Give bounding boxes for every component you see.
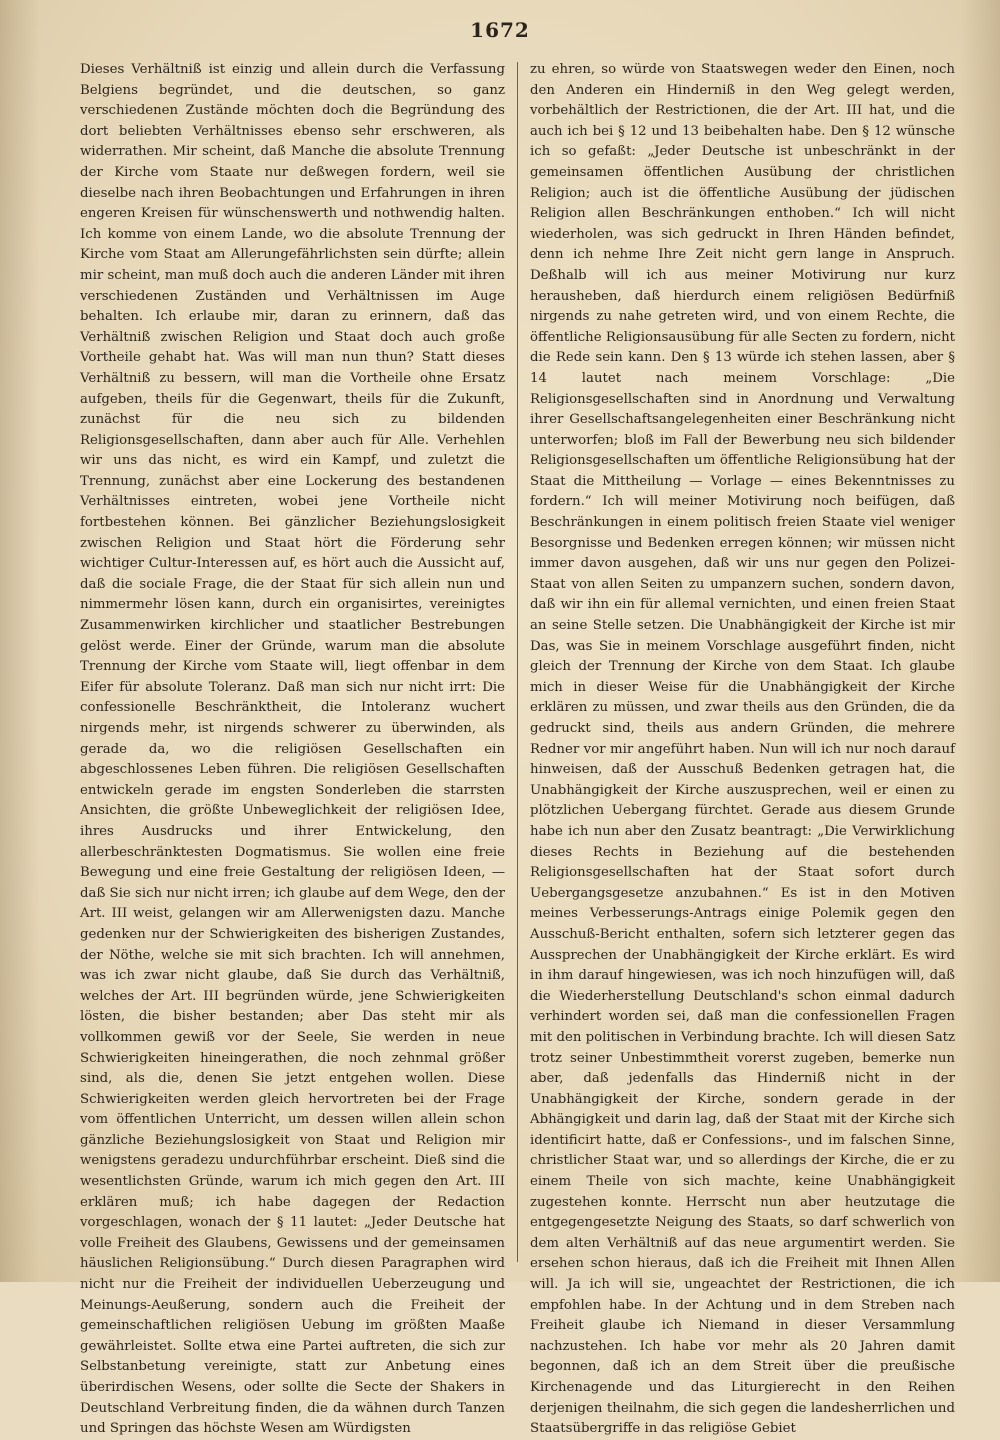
paragraph-right: zu ehren, so würde von Staatswegen weder den Einen, noch den Anderen ein Hinderniß in den Weg gelegt werden, vorbehältlich der Restrictionen, die der Art. III hat, und die auch ich bei § 12 und 13 beibehalten habe. Den § 12 wünsche ich so gefaßt: „Jeder Deutsche ist unbeschränkt in der gemeinsamen öffentlichen Ausübung der christlichen Religion; auch ist die öffentliche Ausübung der jüdischen Religion allen Beschränkungen enthoben.“ Ich will nicht wiederholen, was sich gedruckt in Ihren Händen befindet, denn ich nehme Ihre Zeit nicht gern lange in Anspruch. Deßhalb will ich aus meiner Motivirung nur kurz herausheben, daß hierdurch einem religiösen Bedürfniß nirgends zu nahe getreten wird, und von einem Rechte, die öffentliche Religionsausübung für alle Secten zu fordern, nicht die Rede sein kann. Den § 13 würde ich stehen lassen, aber § 14 lautet nach meinem Vorschlage: „Die Religionsgesellschaften sind in Anordnung und Verwaltung ihrer Gesellschaftsangelegenheiten einer Beschränkung nicht unterworfen; bloß im Fall der Bewerbung neu sich bildender Religionsgesellschaften um öffentliche Religionsübung hat der Staat die Mittheilung — Vorlage — eines Bekenntnisses zu fordern.“ Ich will meiner Motivirung noch beifügen, daß Beschränkungen in einem politisch freien Staate viel weniger Besorgnisse und Bedenken erregen können; wir müssen nicht immer davon ausgehen, daß wir uns nur gegen den Polizei-Staat von allen Seiten zu umpanzern suchen, sondern davon, daß wir ihn ein für allemal vernichten, und einen freien Staat an seine Stelle setzen. Die Unabhängigkeit der Kirche ist mir Das, was Sie in meinem Vorschlage ausgeführt finden, nicht gleich der Trennung der Kirche von dem Staat. Ich glaube mich in dieser Weise für die Unabhängigkeit der Kirche erklären zu müssen, und zwar theils aus den Gründen, die da gedruckt sind, theils aus andern Gründen, die mehrere Redner vor mir angeführt haben. Nun will ich nur noch darauf hinweisen, daß der Ausschuß Bedenken getragen hat, die Unabhängigkeit der Kirche auszusprechen, weil er einen zu plötzlichen Uebergang fürchtet. Gerade aus diesem Grunde habe ich nun aber den Zusatz beantragt: „Die Verwirklichung dieses Rechts in Beziehung auf die bestehenden Religionsgesellschaften hat der Staat sofort durch Uebergangsgesetze anzubahnen.“ Es ist in den Motiven meines Verbesserungs-Antrags einige Polemik gegen den Ausschuß-Bericht enthalten, sofern sich letzterer gegen das Aussprechen der Unabhängigkeit der Kirche erklärt. Es wird in ihm darauf hingewiesen, was ich noch hinzufügen will, daß die Wiederherstellung Deutschland's schon einmal dadurch verhindert worden sei, daß man die confessionellen Fragen mit den politischen in Verbindung brachte. Ich will diesen Satz trotz seiner Unbestimmtheit vorerst zugeben, bemerke nun aber, daß jedenfalls das Hinderniß nicht in der Unabhängigkeit der Kirche, sondern gerade in der Abhängigkeit und darin lag, daß der Staat mit der Kirche sich identificirt hatte, daß er Confessions-, und im falschen Sinne, christlicher Staat war, und so allerdings der Kirche, die er zu einem Theile von sich machte, keine Unabhängigkeit zugestehen konnte. Herrscht nun aber heutzutage die entgegengesetzte Neigung des Staats, so darf schwerlich von dem alten Verhältniß auf das neue argumentirt werden. Sie ersehen schon hieraus, daß ich die Freiheit mit Ihnen Allen will. Ja ich will sie, ungeachtet der Restrictionen, die ich empfohlen habe. In der Achtung und in dem Streben nach Freiheit glaube ich Niemand in dieser Versammlung nachzustehen. Ich habe vor mehr als 20 Jahren damit begonnen, daß ich an dem Streit über die preußische Kirchenagende und das Liturgierecht in den Reihen derjenigen theilnahm, die sich gegen die landesherrlichen und Staatsübergriffe in das religiöse Gebiet — [530, 62, 955, 1437]
column-divider — [517, 62, 518, 1262]
paragraph-left: Dieses Verhältniß ist einzig und allein durch die Verfassung Belgiens begründet, und die deutschen, so ganz verschiedenen Zustände möchten doch die Begründung des dort beliebten Verhältnisses ebenso sehr erschweren, als widerrathen. Mir scheint, daß Manche die absolute Trennung der Kirche vom Staate nur deßwegen fordern, weil sie dieselbe nach ihren Beobachtungen und Erfahrungen in ihren engeren Kreisen für wünschenswerth und nothwendig halten. Ich komme von einem Lande, wo die absolute Trennung der Kirche vom Staat am Allerungefährlichsten sein dürfte; allein mir scheint, man muß doch auch die anderen Länder mit ihren verschiedenen Zuständen und Verhältnissen im Auge behalten. Ich erlaube mir, daran zu erinnern, daß das Verhältniß zwischen Religion und Staat doch auch große Vortheile gehabt hat. Was will man nun thun? Statt dieses Verhältniß zu bessern, will man die Vortheile ohne Ersatz aufgeben, theils für die Gegenwart, theils für die Zukunft, zunächst für die neu sich zu bildenden Religionsgesellschaften, dann aber auch für Alle. Verhehlen wir uns das nicht, es wird ein Kampf, und zuletzt die Trennung, zunächst aber eine Lockerung des bestandenen Verhältnisses eintreten, wobei jene Vortheile nicht fortbestehen können. Bei gänzlicher Beziehungslosigkeit zwischen Religion und Staat hört die Förderung sehr wichtiger Cultur-Interessen auf, es hört auch die Aussicht auf, daß die sociale Frage, die der Staat für sich allein nun und nimmermehr lösen kann, durch ein organisirtes, vereinigtes Zusammenwirken kirchlicher und staatlicher Bestrebungen gelöst werde. Einer der Gründe, warum man die absolute Trennung der Kirche vom Staate will, liegt offenbar in dem Eifer für absolute Toleranz. Daß man sich nur nicht irrt: Die confessionelle Beschränktheit, die Intoleranz wuchert nirgends mehr, ist nirgends schwerer zu überwinden, als gerade da, wo die religiösen Gesellschaften ein abgeschlossenes Leben führen. Die religiösen Gesellschaften entwickeln gerade im engsten Sonderleben die starrsten Ansichten, die größte Unbeweglichkeit der religiösen Idee, ihres Ausdrucks und ihrer Entwickelung, den allerbeschränktesten Dogmatismus. Sie wollen eine freie Bewegung und eine freie Gestaltung der religiösen Ideen, — daß Sie sich nur nicht irren; ich glaube auf dem Wege, den der Art. III weist, gelangen wir am Allerwenigsten dazu. Manche gedenken nur der Schwierigkeiten des bisherigen Zustandes, der Nöthe, welche sie mit sich brachten. Ich will annehmen, was ich zwar nicht glaube, daß Sie durch das Verhältniß, welches der Art. III begründen würde, jene Schwierigkeiten lösten, die bisher bestanden; aber Das steht mir als vollkommen gewiß vor der Seele, Sie werden in neue Schwierigkeiten hineingerathen, die noch zehnmal größer sind, als die, denen Sie jetzt entgehen wollen. Diese Schwierigkeiten werden gleich hervortreten bei der Frage vom öffentlichen Unterricht, um dessen willen allein schon gänzliche Beziehungslosigkeit von Staat und Religion mir wenigstens geradezu undurchführbar erscheint. Dieß sind die wesentlichsten Gründe, warum ich mich gegen den Art. III erklären muß; ich habe dagegen der Redaction vorgeschlagen, wonach der § 11 lautet: „Jeder Deutsche hat volle Freiheit des Glaubens, Gewissens und der gemeinsamen häuslichen Religionsübung.“ Durch diesen Paragraphen wird nicht nur die Freiheit der individuellen Ueberzeugung und Meinungs-Aeußerung, sondern auch die Freiheit der gemeinschaftlichen religiösen Uebung im größten Maaße gewährleistet. Sollte etwa eine Partei auftreten, die sich zur Selbstanbetung vereinigte, statt zur Anbetung eines überirdischen Wesens, oder sollte die Secte der Shakers in Deutschland Verbreitung finden, die da wähnen durch Tanzen und Springen das höchste Wesen am Würdigsten — [80, 62, 505, 1437]
page-edge-shadow-left — [0, 0, 40, 1282]
text-column-left — [80, 60, 505, 1437]
page-number: 1672 — [470, 18, 530, 42]
text-column-right — [530, 60, 955, 1437]
page-edge-shadow-right — [960, 0, 1000, 1282]
